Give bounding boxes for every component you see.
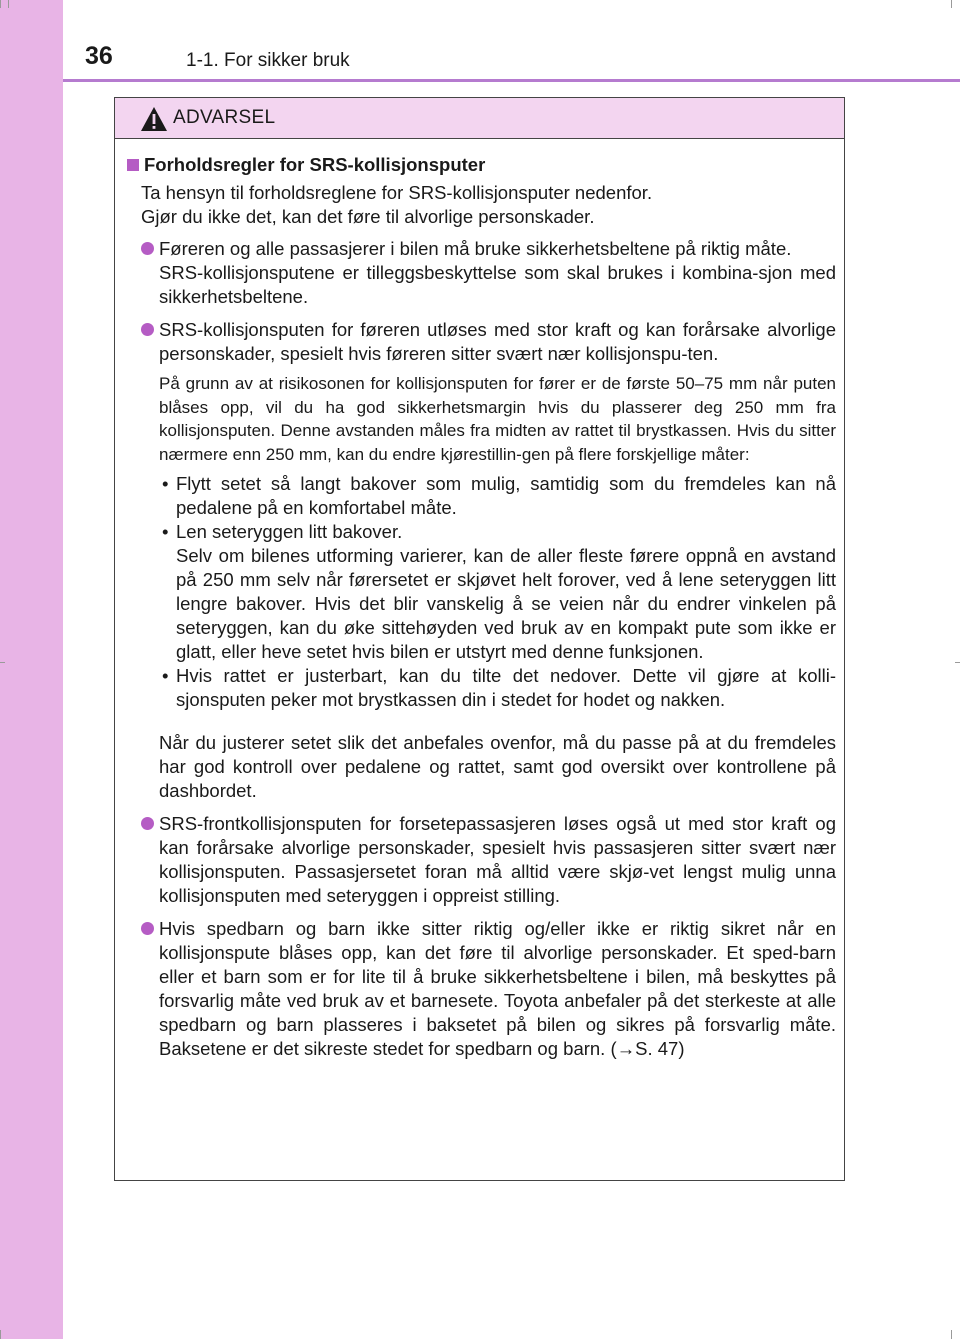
intro-text [141, 181, 836, 229]
header-rule [63, 79, 960, 82]
sub-item-text: Len seteryggen litt bakover. [176, 521, 403, 542]
sub-list-item [159, 520, 836, 664]
continuation-text: Når du justerer setet slik det anbefales ovenfor, må du passe på at du fremdeles har god kontroll over pedalene og rattet, samt god oversikt over kontrollene på dashbordet. [159, 731, 836, 801]
warning-label: ADVARSEL [173, 107, 276, 128]
crop-mark [8, 0, 9, 8]
bullet-text: Føreren og alle passasjerer i bilen må bruke sikkerhetsbeltene på riktig måte. [159, 238, 792, 259]
bullet-text: SRS-frontkollisjonsputen for forsetepassasjeren løses også ut med stor kraft og kan forårsake alvorlige personskader, spesielt hvis passasjeren sitter svært nær kollisjonsputen. Passasjersetet foran må alltid være skjø-vet lengst mulig unna kollisjonsputen med seteryggen i oppreist stilling. [159, 812, 836, 906]
side-color-strip [0, 0, 63, 1339]
bullet-text: SRS-kollisjonsputen for føreren utløses med stor kraft og kan forårsake alvorlige personskader, spesielt hvis føreren sitter svært nær kollisjonspu-ten. [159, 319, 836, 364]
warning-triangle-icon [140, 106, 168, 132]
intro-line: Ta hensyn til forholdsreglene for SRS-kollisjonsputer nedenfor. [141, 182, 653, 203]
list-item [127, 917, 836, 1061]
sub-bullet-mark: • [162, 473, 169, 494]
circle-bullet-icon [141, 817, 154, 830]
list-item [127, 812, 836, 908]
heading-text: Forholdsregler for SRS-kollisjonsputer [144, 154, 486, 175]
sub-list-item [159, 472, 836, 520]
section-title: 1-1. For sikker bruk [186, 50, 350, 71]
sub-item-text: Selv om bilenes utforming varierer, kan de aller fleste førere oppnå en avstand på 250 mm selv når førersetet er skjøvet helt forover, ved å lene seteryggen litt lengre bakover. Hvis det blir vanskelig å se veien når du endrer vinkelen på seteryggen, kan du øke sittehøyden ved bruk av en kompakt pute som ikke er glatt, eller heve setet hvis bilen er utstyrt med denne funksjonen. [176, 545, 836, 662]
bullet-text: SRS-kollisjonsputene er tilleggsbeskyttelse som skal brukes i kombina-sjon med sikkerhetsbeltene. [159, 262, 836, 307]
circle-bullet-icon [141, 323, 154, 336]
sub-item-text: Hvis rattet er justerbart, kan du tilte det nedover. Dette vil gjøre at kolli-sjonsputen peker mot brystkassen din i stedet for hodet og nakken. [176, 665, 836, 710]
sub-bullet-mark: • [162, 521, 169, 542]
crop-mark [0, 0, 1, 8]
crop-mark [955, 662, 960, 663]
bullet-text: Hvis spedbarn og barn ikke sitter riktig og/eller ikke er riktig sikret når en kollisjonspute blåses opp, kan det føre til alvorlige personskader. Et sped-barn eller et barn som er for lite til å bruke sikkerhetsbeltene i bilen, må beskyttes på forsvarlig måte ved bruk av et barnesete. Toyota anbefaler på det sterkeste at alle spedbarn og barn plasseres i baksetet på bilen og sikres på forsvarlig måte. Baksetene er det sikreste stedet for spedbarn og barn. (→S. 47) [159, 917, 836, 1059]
warning-heading [127, 153, 836, 177]
warning-content [115, 139, 844, 1061]
list-item [127, 318, 836, 366]
sub-list-item [159, 664, 836, 712]
sub-list [159, 472, 836, 712]
square-bullet-icon [127, 159, 139, 171]
page-number: 36 [85, 42, 113, 70]
warning-box [114, 97, 845, 1181]
circle-bullet-icon [141, 922, 154, 935]
crop-mark [951, 1330, 952, 1339]
sub-bullet-mark: • [162, 665, 169, 686]
page-header [63, 40, 960, 80]
crop-mark [0, 1330, 1, 1339]
note-text: På grunn av at risikosonen for kollisjonsputen for fører er de første 50–75 mm når puten blåses opp, vil du ha god sikkerhetsmargin hvis du plasserer deg 250 mm fra kollisjonsputen. Denne avstanden måles fra midten av rattet til brystkassen. Hvis du sitter nærmere enn 250 mm, kan du endre kjørestillin-gen på flere forskjellige måter: [159, 374, 836, 464]
list-item [127, 237, 836, 309]
crop-mark [0, 662, 5, 663]
sub-item-text: Flytt setet så langt bakover som mulig, samtidig som du fremdeles kan nå pedalene på en komfortabel måte. [176, 473, 836, 518]
warning-header [115, 98, 844, 139]
intro-line: Gjør du ikke det, kan det føre til alvorlige personskader. [141, 206, 595, 227]
circle-bullet-icon [141, 242, 154, 255]
crop-mark [951, 0, 952, 8]
